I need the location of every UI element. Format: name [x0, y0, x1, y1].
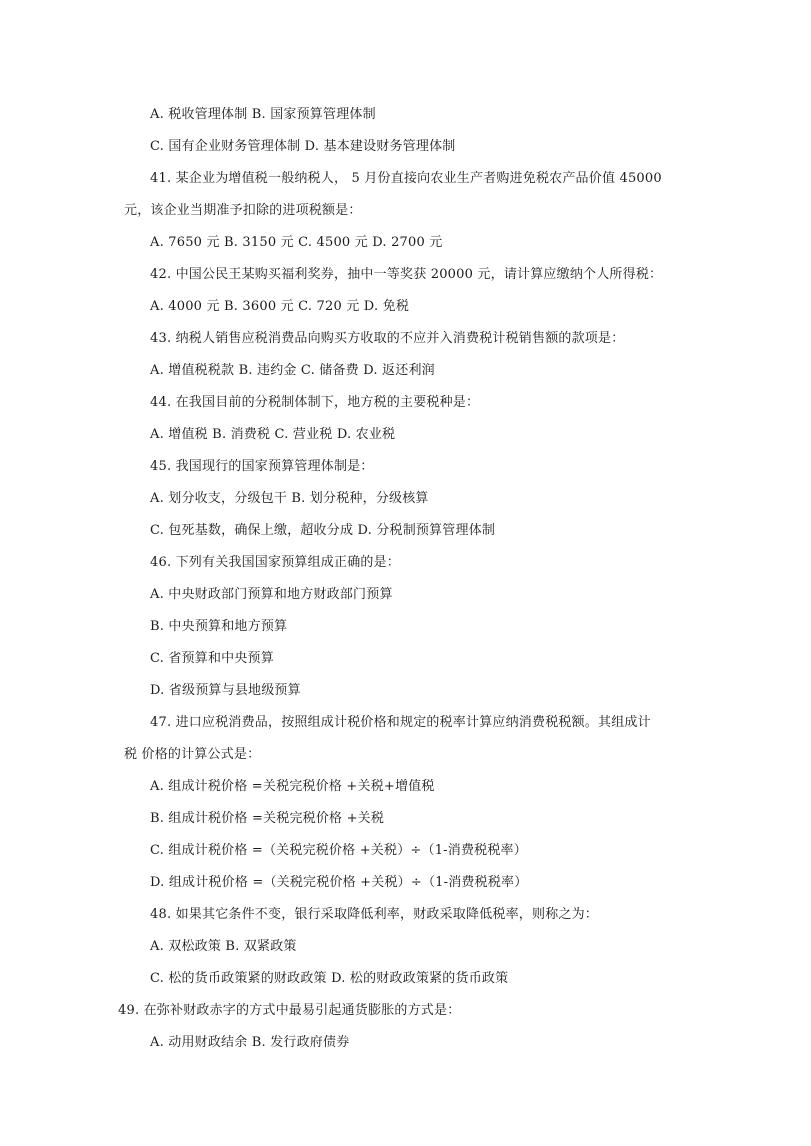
question-47: 47. 进口应税消费品，按照组成计税价格和规定的税率计算应纳消费税税额。其组成计 [150, 715, 651, 730]
option-line: A. 增值税税款 B. 违约金 C. 储备费 D. 返还利润 [150, 363, 435, 378]
question-47-continuation: 税 价格的计算公式是： [124, 747, 261, 762]
option-line: B. 组成计税价格 =关税完税价格 +关税 [150, 811, 385, 826]
option-line: D. 组成计税价格 =（关税完税价格 +关税）÷（1-消费税税率） [150, 875, 528, 890]
question-42: 42. 中国公民王某购买福利奖券，抽中一等奖获 20000 元，请计算应缴纳个人所得税： [150, 267, 663, 282]
option-line: B. 中央预算和地方预算 [150, 619, 288, 634]
option-line: A. 7650 元 B. 3150 元 C. 4500 元 D. 2700 元 [150, 235, 443, 250]
option-line: A. 增值税 B. 消费税 C. 营业税 D. 农业税 [150, 427, 396, 442]
option-line: C. 国有企业财务管理体制 D. 基本建设财务管理体制 [150, 139, 456, 154]
question-44: 44. 在我国目前的分税制体制下，地方税的主要税种是： [150, 395, 480, 410]
option-line: A. 4000 元 B. 3600 元 C. 720 元 D. 免税 [150, 299, 410, 314]
option-line: A. 税收管理体制 B. 国家预算管理体制 [150, 107, 376, 122]
option-line: A. 划分收支，分级包干 B. 划分税种，分级核算 [150, 491, 429, 506]
option-line: A. 双松政策 B. 双紧政策 [150, 939, 297, 954]
option-line: A. 组成计税价格 =关税完税价格 +关税+增值税 [150, 779, 435, 794]
question-43: 43. 纳税人销售应税消费品向购买方收取的不应并入消费税计税销售额的款项是： [150, 331, 625, 346]
question-41: 41. 某企业为增值税一般纳税人， 5 月份直接向农业生产者购进免税农产品价值 45000 [150, 171, 662, 186]
question-49: 49. 在弥补财政赤字的方式中最易引起通货膨胀的方式是： [118, 1003, 461, 1018]
question-46: 46. 下列有关我国国家预算组成正确的是： [150, 555, 401, 570]
option-line: A. 中央财政部门预算和地方财政部门预算 [150, 587, 393, 602]
option-line: C. 松的货币政策紧的财政政策 D. 松的财政政策紧的货币政策 [150, 971, 509, 986]
option-line: C. 包死基数，确保上缴，超收分成 D. 分税制预算管理体制 [150, 523, 496, 538]
question-48: 48. 如果其它条件不变，银行采取降低利率，财政采取降低税率，则称之为： [150, 907, 599, 922]
option-line: D. 省级预算与县地级预算 [150, 683, 301, 698]
option-line: A. 动用财政结余 B. 发行政府债券 [150, 1035, 350, 1050]
question-41-continuation: 元，该企业当期准予扣除的进项税额是： [124, 203, 362, 218]
option-line: C. 组成计税价格 =（关税完税价格 +关税）÷（1-消费税税率） [150, 843, 527, 858]
option-line: C. 省预算和中央预算 [150, 651, 274, 666]
question-45: 45. 我国现行的国家预算管理体制是： [150, 459, 374, 474]
